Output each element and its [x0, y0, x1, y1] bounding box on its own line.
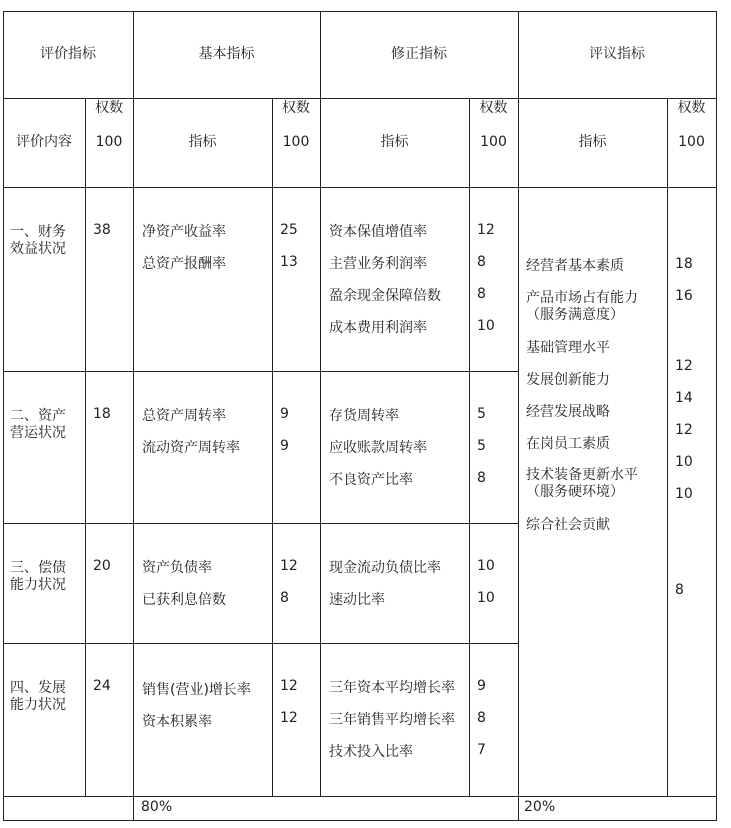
basic-indicator: 资产负债率 — [142, 560, 212, 576]
section-name: 四、发展 能力状况 — [10, 680, 66, 713]
basic-weight: 12 — [280, 678, 298, 694]
modified-indicator: 资本保值增值率 — [329, 224, 427, 240]
grid-line — [3, 820, 717, 821]
basic-weight: 13 — [280, 254, 298, 270]
review-weight: 12 — [675, 358, 693, 374]
grid-line — [272, 98, 273, 796]
grid-line — [320, 11, 321, 796]
subheader-weight: 权数 — [282, 100, 310, 116]
review-share: 20% — [524, 799, 556, 815]
modified-weight: 9 — [477, 678, 486, 694]
modified-indicator: 速动比率 — [329, 592, 385, 608]
grid-line — [3, 523, 518, 524]
grid-line — [3, 11, 4, 820]
review-indicator: 基础管理水平 — [526, 340, 610, 356]
modified-weight: 8 — [477, 470, 486, 486]
basic-indicator: 总资产报酬率 — [142, 256, 226, 272]
modified-weight: 8 — [477, 286, 486, 302]
review-weight: 10 — [675, 454, 693, 470]
basic-indicator: 净资产收益率 — [142, 224, 226, 240]
review-indicator: 在岗员工素质 — [526, 436, 610, 452]
subheader-weight: 权数 — [95, 100, 123, 116]
grid-line — [3, 796, 717, 797]
subheader-indicator: 指标 — [188, 134, 217, 150]
review-indicator: 经营发展战略 — [526, 404, 610, 420]
grid-line — [3, 643, 518, 644]
grid-line — [469, 98, 470, 796]
subheader-weight-total: 100 — [95, 134, 123, 150]
modified-indicator: 三年销售平均增长率 — [329, 712, 455, 728]
subheader-indicator: 指标 — [578, 134, 607, 150]
subheader-weight-total: 100 — [282, 134, 310, 150]
subheader-indicator: 指标 — [380, 134, 409, 150]
basic-weight: 9 — [280, 406, 289, 422]
review-weight: 8 — [675, 582, 684, 598]
review-indicator: 综合社会贡献 — [526, 517, 610, 533]
grid-line — [85, 98, 86, 796]
modified-weight: 10 — [477, 558, 495, 574]
modified-indicator: 不良资产比率 — [329, 472, 413, 488]
basic-indicator: 流动资产周转率 — [142, 440, 240, 456]
grid-line — [518, 11, 519, 820]
review-weight: 16 — [675, 288, 693, 304]
modified-indicator: 技术投入比率 — [329, 744, 413, 760]
grid-line — [3, 371, 518, 372]
review-indicator: 发展创新能力 — [526, 372, 610, 388]
review-weight: 14 — [675, 390, 693, 406]
review-weight: 18 — [675, 256, 693, 272]
section-name: 二、资产 营运状况 — [10, 408, 66, 441]
subheader-weight: 权数 — [677, 100, 706, 116]
modified-indicator: 成本费用利润率 — [329, 320, 427, 336]
section-name: 三、偿债 能力状况 — [10, 560, 66, 593]
section-weight: 20 — [93, 558, 111, 574]
header-basic-index: 基本指标 — [198, 46, 255, 62]
grid-line — [667, 98, 668, 796]
basic-weight: 12 — [280, 558, 298, 574]
subheader-weight: 权数 — [479, 100, 508, 116]
modified-indicator: 盈余现金保障倍数 — [329, 288, 441, 304]
review-indicator: 产品市场占有能力 （服务满意度） — [526, 290, 638, 323]
review-indicator: 技术装备更新水平 （服务硬环境） — [526, 467, 638, 500]
modified-weight: 8 — [477, 254, 486, 270]
basic-indicator: 资本积累率 — [142, 714, 212, 730]
section-weight: 24 — [93, 678, 111, 694]
subheader-weight-total: 100 — [678, 134, 705, 150]
basic-indicator: 已获利息倍数 — [142, 592, 226, 608]
modified-weight: 5 — [477, 438, 486, 454]
grid-line — [3, 11, 717, 12]
modified-weight: 10 — [477, 318, 495, 334]
review-weight: 12 — [675, 422, 693, 438]
review-indicator: 经营者基本素质 — [526, 258, 624, 274]
section-weight: 38 — [93, 222, 111, 238]
basic-share: 80% — [141, 799, 173, 815]
basic-weight: 8 — [280, 590, 289, 606]
grid-line — [716, 11, 717, 820]
basic-weight: 9 — [280, 438, 289, 454]
grid-line — [133, 11, 134, 820]
header-evaluation-index: 评价指标 — [40, 46, 96, 62]
basic-weight: 25 — [280, 222, 298, 238]
modified-indicator: 应收账款周转率 — [329, 440, 427, 456]
modified-indicator: 主营业务利润率 — [329, 256, 427, 272]
basic-indicator: 总资产周转率 — [142, 408, 226, 424]
section-weight: 18 — [93, 406, 111, 422]
header-modified-index: 修正指标 — [391, 46, 447, 62]
basic-indicator: 销售(营业)增长率 — [142, 682, 251, 698]
modified-weight: 7 — [477, 742, 486, 758]
basic-weight: 12 — [280, 710, 298, 726]
modified-weight: 10 — [477, 590, 495, 606]
modified-weight: 5 — [477, 406, 486, 422]
header-review-index: 评议指标 — [589, 46, 645, 62]
subheader-content: 评价内容 — [16, 134, 72, 150]
review-weight: 10 — [675, 486, 693, 502]
modified-indicator: 现金流动负债比率 — [329, 560, 441, 576]
modified-weight: 8 — [477, 710, 486, 726]
grid-line — [3, 187, 717, 188]
modified-indicator: 三年资本平均增长率 — [329, 680, 455, 696]
section-name: 一、财务 效益状况 — [10, 224, 66, 257]
modified-weight: 12 — [477, 222, 495, 238]
grid-line — [3, 98, 717, 99]
modified-indicator: 存货周转率 — [329, 408, 399, 424]
subheader-weight-total: 100 — [480, 134, 507, 150]
